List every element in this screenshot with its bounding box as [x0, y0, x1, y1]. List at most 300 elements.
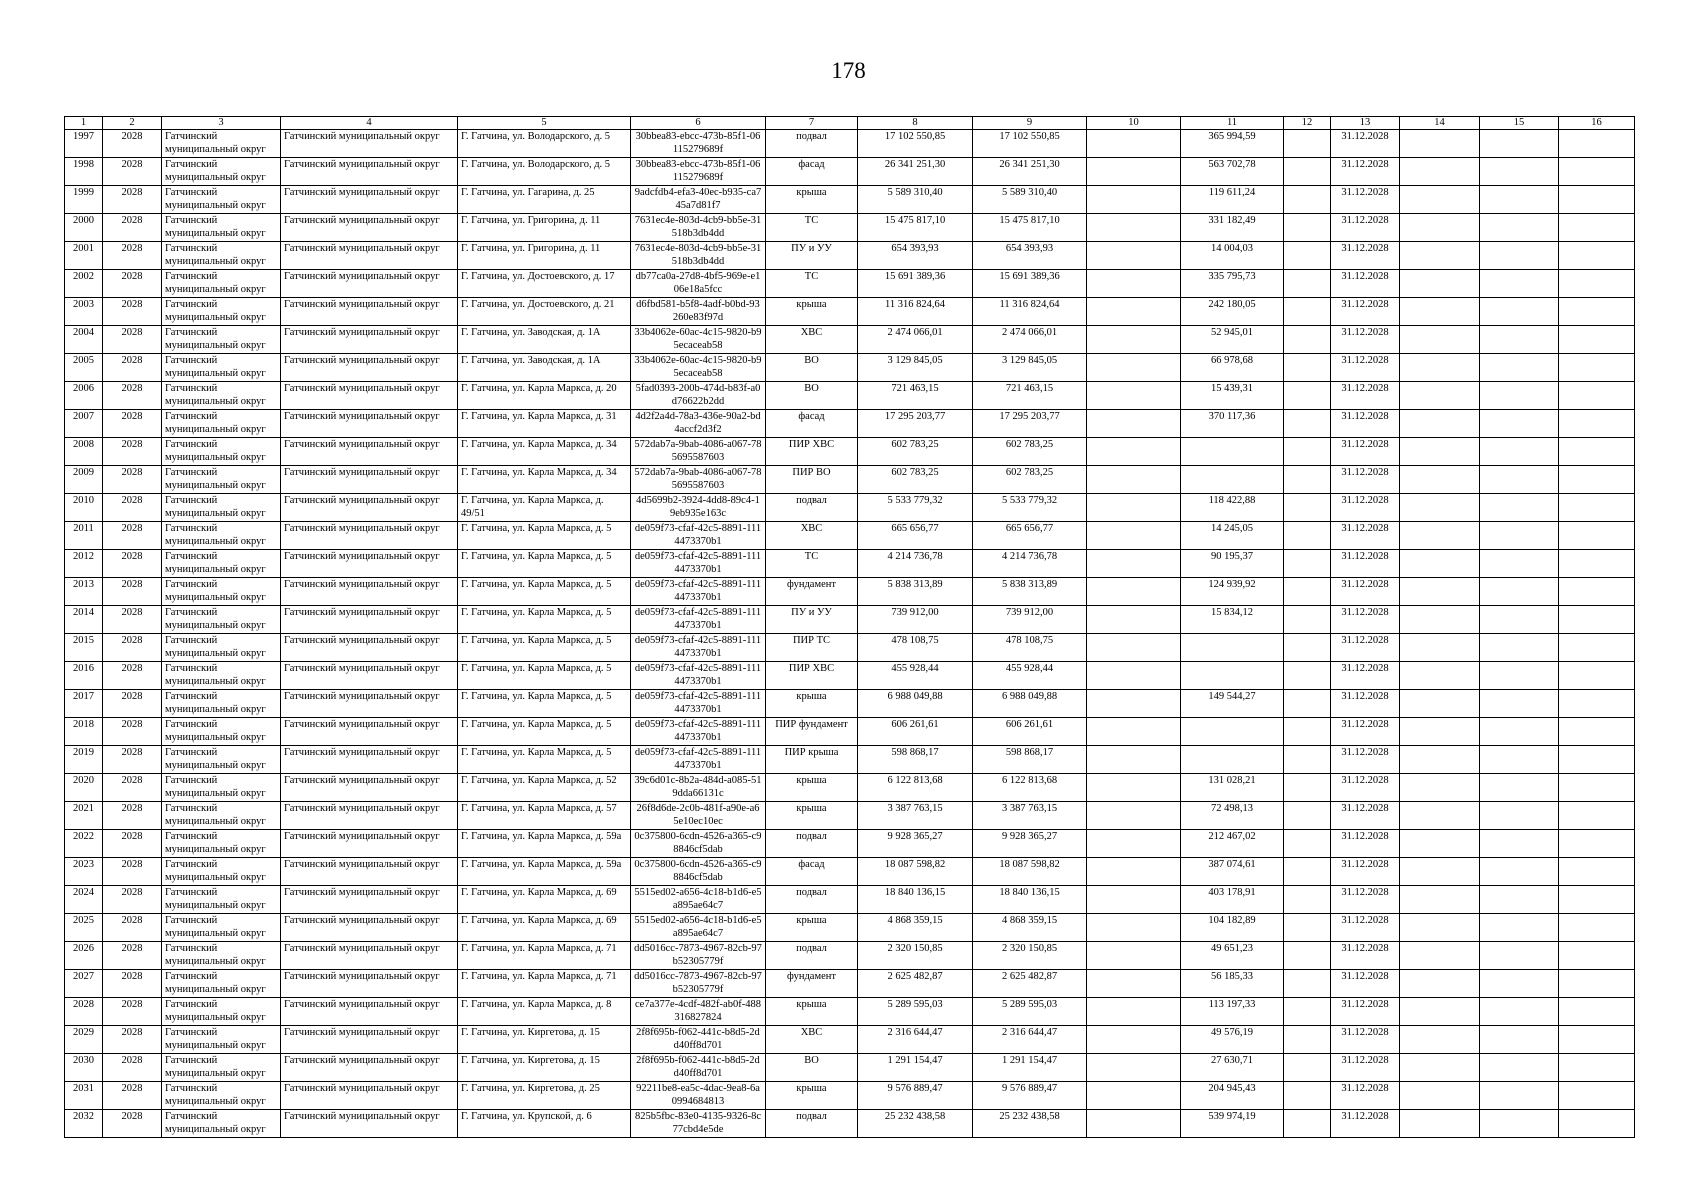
table-cell-col-16 [1559, 942, 1635, 970]
table-cell-col-1: 2013 [65, 578, 103, 606]
table-cell-col-1: 2023 [65, 858, 103, 886]
table-cell-col-11: 119 611,24 [1181, 186, 1284, 214]
table-cell-col-8: 15 475 817,10 [858, 214, 973, 242]
table-cell-col-1: 2019 [65, 746, 103, 774]
table-cell-col-7: крыша [766, 186, 858, 214]
table-cell-col-3: Гатчинский муниципальный округ [162, 242, 281, 270]
table-cell-col-3: Гатчинский муниципальный округ [162, 438, 281, 466]
table-cell-col-13: 31.12.2028 [1331, 186, 1400, 214]
table-cell-col-11: 104 182,89 [1181, 914, 1284, 942]
table-cell-col-12 [1284, 438, 1331, 466]
table-cell-col-1: 2014 [65, 606, 103, 634]
table-cell-col-9: 17 102 550,85 [973, 130, 1087, 158]
table-cell-col-8: 18 840 136,15 [858, 886, 973, 914]
table-cell-col-3: Гатчинский муниципальный округ [162, 214, 281, 242]
table-row [65, 522, 1635, 550]
page-number: 178 [831, 58, 866, 83]
table-cell-col-5: Г. Гатчина, ул. Гагарина, д. 25 [458, 186, 631, 214]
table-cell-col-1: 2002 [65, 270, 103, 298]
table-cell-col-14 [1400, 186, 1480, 214]
table-cell-col-12 [1284, 494, 1331, 522]
table-cell-col-15 [1480, 550, 1559, 578]
table-cell-col-9: 2 474 066,01 [973, 326, 1087, 354]
table-cell-col-4: Гатчинский муниципальный округ [281, 830, 458, 858]
table-cell-col-6: de059f73-cfaf-42c5-8891-1114473370b1 [631, 550, 766, 578]
table-cell-col-16 [1559, 578, 1635, 606]
table-cell-col-12 [1284, 774, 1331, 802]
table-cell-col-7: ПИР ХВС [766, 438, 858, 466]
table-cell-col-4: Гатчинский муниципальный округ [281, 662, 458, 690]
table-cell-col-13: 31.12.2028 [1331, 942, 1400, 970]
table-cell-col-5: Г. Гатчина, ул. Киргетова, д. 15 [458, 1054, 631, 1082]
table-cell-col-9: 9 928 365,27 [973, 830, 1087, 858]
table-cell-col-16 [1559, 914, 1635, 942]
table-row [65, 802, 1635, 830]
table-cell-col-3: Гатчинский муниципальный округ [162, 326, 281, 354]
table-cell-col-14 [1400, 270, 1480, 298]
table-cell-col-8: 598 868,17 [858, 746, 973, 774]
table-cell-col-8: 18 087 598,82 [858, 858, 973, 886]
table-cell-col-14 [1400, 746, 1480, 774]
table-cell-col-1: 2001 [65, 242, 103, 270]
table-cell-col-11 [1181, 466, 1284, 494]
table-cell-col-13: 31.12.2028 [1331, 130, 1400, 158]
table-cell-col-5: Г. Гатчина, ул. Крупской, д. 6 [458, 1110, 631, 1138]
table-cell-col-11: 387 074,61 [1181, 858, 1284, 886]
table-cell-col-3: Гатчинский муниципальный округ [162, 550, 281, 578]
table-cell-col-15 [1480, 214, 1559, 242]
table-cell-col-8: 17 102 550,85 [858, 130, 973, 158]
table-row [65, 298, 1635, 326]
table-cell-col-15 [1480, 522, 1559, 550]
table-cell-col-2: 2028 [103, 914, 162, 942]
table-cell-col-6: 2f8f695b-f062-441c-b8d5-2dd40ff8d701 [631, 1054, 766, 1082]
table-cell-col-1: 2025 [65, 914, 103, 942]
table-cell-col-5: Г. Гатчина, ул. Карла Маркса, д. 5 [458, 578, 631, 606]
table-cell-col-4: Гатчинский муниципальный округ [281, 606, 458, 634]
table-cell-col-5: Г. Гатчина, ул. Карла Маркса, д. 8 [458, 998, 631, 1026]
table-cell-col-16 [1559, 522, 1635, 550]
table-cell-col-8: 26 341 251,30 [858, 158, 973, 186]
table-cell-col-3: Гатчинский муниципальный округ [162, 774, 281, 802]
table-cell-col-8: 602 783,25 [858, 466, 973, 494]
table-cell-col-13: 31.12.2028 [1331, 1054, 1400, 1082]
table-cell-col-2: 2028 [103, 690, 162, 718]
table-cell-col-8: 3 129 845,05 [858, 354, 973, 382]
table-cell-col-10 [1087, 746, 1181, 774]
table-cell-col-10 [1087, 130, 1181, 158]
table-cell-col-14 [1400, 1110, 1480, 1138]
table-cell-col-4: Гатчинский муниципальный округ [281, 326, 458, 354]
table-cell-col-4: Гатчинский муниципальный округ [281, 746, 458, 774]
table-cell-col-13: 31.12.2028 [1331, 662, 1400, 690]
table-cell-col-9: 721 463,15 [973, 382, 1087, 410]
table-cell-col-9: 5 289 595,03 [973, 998, 1087, 1026]
table-cell-col-10 [1087, 326, 1181, 354]
table-cell-col-15 [1480, 998, 1559, 1026]
table-cell-col-12 [1284, 522, 1331, 550]
table-cell-col-13: 31.12.2028 [1331, 158, 1400, 186]
column-header-13: 13 [1331, 117, 1400, 130]
table-cell-col-3: Гатчинский муниципальный округ [162, 634, 281, 662]
table-cell-col-3: Гатчинский муниципальный округ [162, 130, 281, 158]
table-cell-col-2: 2028 [103, 550, 162, 578]
table-cell-col-9: 5 838 313,89 [973, 578, 1087, 606]
table-cell-col-1: 2030 [65, 1054, 103, 1082]
table-row [65, 270, 1635, 298]
table-cell-col-14 [1400, 830, 1480, 858]
table-cell-col-6: 92211be8-ea5c-4dac-9ea8-6a0994684813 [631, 1082, 766, 1110]
table-cell-col-5: Г. Гатчина, ул. Достоевского, д. 21 [458, 298, 631, 326]
table-cell-col-12 [1284, 998, 1331, 1026]
table-cell-col-15 [1480, 914, 1559, 942]
table-cell-col-14 [1400, 214, 1480, 242]
table-cell-col-9: 25 232 438,58 [973, 1110, 1087, 1138]
table-cell-col-10 [1087, 494, 1181, 522]
table-cell-col-3: Гатчинский муниципальный округ [162, 690, 281, 718]
table-cell-col-13: 31.12.2028 [1331, 354, 1400, 382]
table-cell-col-9: 6 122 813,68 [973, 774, 1087, 802]
table-cell-col-6: db77ca0a-27d8-4bf5-969e-e106e18a5fcc [631, 270, 766, 298]
table-cell-col-6: 33b4062e-60ac-4c15-9820-b95ecaceab58 [631, 354, 766, 382]
table-row [65, 1026, 1635, 1054]
table-cell-col-13: 31.12.2028 [1331, 914, 1400, 942]
table-cell-col-8: 5 838 313,89 [858, 578, 973, 606]
table-cell-col-1: 2024 [65, 886, 103, 914]
table-cell-col-11: 15 834,12 [1181, 606, 1284, 634]
table-cell-col-1: 2004 [65, 326, 103, 354]
table-cell-col-14 [1400, 550, 1480, 578]
table-cell-col-8: 25 232 438,58 [858, 1110, 973, 1138]
table-cell-col-12 [1284, 298, 1331, 326]
table-cell-col-11 [1181, 662, 1284, 690]
table-cell-col-14 [1400, 718, 1480, 746]
table-row [65, 746, 1635, 774]
table-cell-col-16 [1559, 886, 1635, 914]
table-cell-col-3: Гатчинский муниципальный округ [162, 998, 281, 1026]
table-cell-col-16 [1559, 802, 1635, 830]
table-cell-col-13: 31.12.2028 [1331, 746, 1400, 774]
table-cell-col-7: подвал [766, 1110, 858, 1138]
table-row [65, 1110, 1635, 1138]
table-cell-col-13: 31.12.2028 [1331, 382, 1400, 410]
table-cell-col-13: 31.12.2028 [1331, 438, 1400, 466]
table-cell-col-16 [1559, 550, 1635, 578]
table-cell-col-16 [1559, 746, 1635, 774]
table-cell-col-7: ТС [766, 270, 858, 298]
table-cell-col-6: 5515ed02-a656-4c18-b1d6-e5a895ae64c7 [631, 886, 766, 914]
table-cell-col-7: подвал [766, 942, 858, 970]
table-cell-col-8: 721 463,15 [858, 382, 973, 410]
table-cell-col-8: 5 589 310,40 [858, 186, 973, 214]
table-cell-col-8: 665 656,77 [858, 522, 973, 550]
table-cell-col-13: 31.12.2028 [1331, 494, 1400, 522]
table-cell-col-15 [1480, 1082, 1559, 1110]
table-cell-col-11 [1181, 746, 1284, 774]
table-cell-col-8: 6 122 813,68 [858, 774, 973, 802]
table-cell-col-2: 2028 [103, 606, 162, 634]
table-cell-col-5: Г. Гатчина, ул. Заводская, д. 1А [458, 354, 631, 382]
table-cell-col-15 [1480, 886, 1559, 914]
table-cell-col-5: Г. Гатчина, ул. Карла Маркса, д. 5 [458, 550, 631, 578]
table-cell-col-2: 2028 [103, 382, 162, 410]
table-cell-col-5: Г. Гатчина, ул. Киргетова, д. 15 [458, 1026, 631, 1054]
table-row [65, 858, 1635, 886]
table-cell-col-8: 4 868 359,15 [858, 914, 973, 942]
table-cell-col-1: 2000 [65, 214, 103, 242]
table-cell-col-5: Г. Гатчина, ул. Заводская, д. 1А [458, 326, 631, 354]
table-cell-col-14 [1400, 634, 1480, 662]
table-cell-col-15 [1480, 718, 1559, 746]
table-cell-col-4: Гатчинский муниципальный округ [281, 354, 458, 382]
table-cell-col-16 [1559, 858, 1635, 886]
table-row [65, 998, 1635, 1026]
table-cell-col-7: ПИР фундамент [766, 718, 858, 746]
table-cell-col-5: Г. Гатчина, ул. Киргетова, д. 25 [458, 1082, 631, 1110]
table-row [65, 242, 1635, 270]
table-cell-col-10 [1087, 942, 1181, 970]
table-cell-col-6: 30bbea83-ebcc-473b-85f1-06115279689f [631, 158, 766, 186]
table-cell-col-7: ПУ и УУ [766, 242, 858, 270]
table-row [65, 830, 1635, 858]
table-cell-col-15 [1480, 634, 1559, 662]
table-cell-col-6: 572dab7a-9bab-4086-a067-785695587603 [631, 466, 766, 494]
table-cell-col-12 [1284, 578, 1331, 606]
table-cell-col-2: 2028 [103, 634, 162, 662]
table-cell-col-11: 331 182,49 [1181, 214, 1284, 242]
table-cell-col-8: 602 783,25 [858, 438, 973, 466]
table-cell-col-7: крыша [766, 298, 858, 326]
table-cell-col-10 [1087, 830, 1181, 858]
table-cell-col-16 [1559, 1110, 1635, 1138]
table-cell-col-13: 31.12.2028 [1331, 690, 1400, 718]
table-cell-col-15 [1480, 186, 1559, 214]
table-cell-col-14 [1400, 858, 1480, 886]
table-cell-col-8: 5 289 595,03 [858, 998, 973, 1026]
table-row [65, 326, 1635, 354]
table-row [65, 354, 1635, 382]
table-cell-col-15 [1480, 354, 1559, 382]
table-cell-col-13: 31.12.2028 [1331, 886, 1400, 914]
column-header-2: 2 [103, 117, 162, 130]
table-cell-col-2: 2028 [103, 270, 162, 298]
table-cell-col-10 [1087, 438, 1181, 466]
table-cell-col-4: Гатчинский муниципальный округ [281, 1026, 458, 1054]
table-row [65, 886, 1635, 914]
table-cell-col-5: Г. Гатчина, ул. Карла Маркса, д. 5 [458, 746, 631, 774]
table-cell-col-1: 2022 [65, 830, 103, 858]
table-cell-col-11: 15 439,31 [1181, 382, 1284, 410]
table-cell-col-13: 31.12.2028 [1331, 1082, 1400, 1110]
table-cell-col-11: 131 028,21 [1181, 774, 1284, 802]
table-cell-col-14 [1400, 130, 1480, 158]
table-cell-col-6: 7631ec4e-803d-4cb9-bb5e-31518b3db4dd [631, 242, 766, 270]
column-header-15: 15 [1480, 117, 1559, 130]
table-cell-col-3: Гатчинский муниципальный округ [162, 186, 281, 214]
table-cell-col-11: 66 978,68 [1181, 354, 1284, 382]
table-cell-col-11: 563 702,78 [1181, 158, 1284, 186]
table-cell-col-3: Гатчинский муниципальный округ [162, 354, 281, 382]
table-cell-col-3: Гатчинский муниципальный округ [162, 522, 281, 550]
table-cell-col-4: Гатчинский муниципальный округ [281, 158, 458, 186]
table-cell-col-16 [1559, 214, 1635, 242]
table-cell-col-6: de059f73-cfaf-42c5-8891-1114473370b1 [631, 746, 766, 774]
table-cell-col-16 [1559, 634, 1635, 662]
column-header-16: 16 [1559, 117, 1635, 130]
table-cell-col-11: 370 117,36 [1181, 410, 1284, 438]
table-cell-col-1: 2005 [65, 354, 103, 382]
table-cell-col-14 [1400, 438, 1480, 466]
table-cell-col-9: 11 316 824,64 [973, 298, 1087, 326]
table-cell-col-11: 365 994,59 [1181, 130, 1284, 158]
table-cell-col-12 [1284, 606, 1331, 634]
table-cell-col-7: крыша [766, 998, 858, 1026]
table-cell-col-6: 0c375800-6cdn-4526-a365-c98846cf5dab [631, 830, 766, 858]
column-header-8: 8 [858, 117, 973, 130]
table-cell-col-16 [1559, 830, 1635, 858]
table-cell-col-4: Гатчинский муниципальный округ [281, 718, 458, 746]
table-cell-col-7: фасад [766, 410, 858, 438]
table-cell-col-7: подвал [766, 494, 858, 522]
table-cell-col-14 [1400, 326, 1480, 354]
table-cell-col-5: Г. Гатчина, ул. Карла Маркса, д. 71 [458, 942, 631, 970]
table-cell-col-4: Гатчинский муниципальный округ [281, 1054, 458, 1082]
table-cell-col-9: 478 108,75 [973, 634, 1087, 662]
table-cell-col-14 [1400, 914, 1480, 942]
table-cell-col-16 [1559, 494, 1635, 522]
table-cell-col-3: Гатчинский муниципальный округ [162, 1026, 281, 1054]
table-cell-col-5: Г. Гатчина, ул. Григорина, д. 11 [458, 242, 631, 270]
table-cell-col-14 [1400, 942, 1480, 970]
table-cell-col-4: Гатчинский муниципальный округ [281, 998, 458, 1026]
table-cell-col-12 [1284, 746, 1331, 774]
table-cell-col-10 [1087, 1026, 1181, 1054]
table-cell-col-4: Гатчинский муниципальный округ [281, 970, 458, 998]
table-cell-col-9: 18 840 136,15 [973, 886, 1087, 914]
table-cell-col-4: Гатчинский муниципальный округ [281, 858, 458, 886]
table-cell-col-14 [1400, 1026, 1480, 1054]
table-cell-col-16 [1559, 438, 1635, 466]
column-header-14: 14 [1400, 117, 1480, 130]
table-body [65, 130, 1635, 1138]
table-cell-col-10 [1087, 214, 1181, 242]
table-cell-col-10 [1087, 606, 1181, 634]
table-cell-col-6: 39c6d01c-8b2a-484d-a085-519dda66131c [631, 774, 766, 802]
table-cell-col-12 [1284, 550, 1331, 578]
table-cell-col-5: Г. Гатчина, ул. Карла Маркса, д. 34 [458, 466, 631, 494]
table-cell-col-8: 9 576 889,47 [858, 1082, 973, 1110]
table-cell-col-16 [1559, 186, 1635, 214]
table-cell-col-11: 113 197,33 [1181, 998, 1284, 1026]
table-cell-col-8: 739 912,00 [858, 606, 973, 634]
table-cell-col-5: Г. Гатчина, ул. Карла Маркса, д. 57 [458, 802, 631, 830]
table-cell-col-9: 3 387 763,15 [973, 802, 1087, 830]
table-cell-col-15 [1480, 466, 1559, 494]
table-cell-col-16 [1559, 606, 1635, 634]
table-cell-col-14 [1400, 606, 1480, 634]
table-cell-col-1: 2021 [65, 802, 103, 830]
table-cell-col-14 [1400, 298, 1480, 326]
table-cell-col-3: Гатчинский муниципальный округ [162, 270, 281, 298]
table-cell-col-12 [1284, 830, 1331, 858]
table-cell-col-11: 149 544,27 [1181, 690, 1284, 718]
table-cell-col-14 [1400, 998, 1480, 1026]
table-cell-col-6: d6fbd581-b5f8-4adf-b0bd-93260e83f97d [631, 298, 766, 326]
table-cell-col-6: 9adcfdb4-efa3-40ec-b935-ca745a7d81f7 [631, 186, 766, 214]
table-cell-col-11: 403 178,91 [1181, 886, 1284, 914]
table-cell-col-9: 2 316 644,47 [973, 1026, 1087, 1054]
table-cell-col-7: фасад [766, 158, 858, 186]
table-cell-col-12 [1284, 382, 1331, 410]
table-cell-col-14 [1400, 410, 1480, 438]
table-cell-col-15 [1480, 970, 1559, 998]
table-cell-col-3: Гатчинский муниципальный округ [162, 1082, 281, 1110]
table-cell-col-9: 739 912,00 [973, 606, 1087, 634]
table-cell-col-16 [1559, 158, 1635, 186]
table-cell-col-11: 204 945,43 [1181, 1082, 1284, 1110]
table-cell-col-1: 2032 [65, 1110, 103, 1138]
table-cell-col-1: 2008 [65, 438, 103, 466]
table-row [65, 130, 1635, 158]
table-cell-col-12 [1284, 914, 1331, 942]
table-cell-col-5: Г. Гатчина, ул. Володарского, д. 5 [458, 158, 631, 186]
table-cell-col-4: Гатчинский муниципальный округ [281, 774, 458, 802]
table-cell-col-12 [1284, 410, 1331, 438]
table-cell-col-6: de059f73-cfaf-42c5-8891-1114473370b1 [631, 606, 766, 634]
table-cell-col-3: Гатчинский муниципальный округ [162, 494, 281, 522]
table-cell-col-13: 31.12.2028 [1331, 298, 1400, 326]
table-cell-col-3: Гатчинский муниципальный округ [162, 858, 281, 886]
table-row [65, 606, 1635, 634]
table-cell-col-4: Гатчинский муниципальный округ [281, 214, 458, 242]
table-cell-col-2: 2028 [103, 998, 162, 1026]
table-cell-col-2: 2028 [103, 970, 162, 998]
table-cell-col-3: Гатчинский муниципальный округ [162, 802, 281, 830]
table-cell-col-3: Гатчинский муниципальный округ [162, 718, 281, 746]
table-cell-col-7: ВО [766, 354, 858, 382]
table-cell-col-8: 11 316 824,64 [858, 298, 973, 326]
table-cell-col-2: 2028 [103, 1026, 162, 1054]
table-cell-col-8: 9 928 365,27 [858, 830, 973, 858]
table-cell-col-6: dd5016cc-7873-4967-82cb-97b52305779f [631, 970, 766, 998]
table-cell-col-6: 572dab7a-9bab-4086-a067-785695587603 [631, 438, 766, 466]
table-cell-col-13: 31.12.2028 [1331, 802, 1400, 830]
table-row [65, 690, 1635, 718]
table-cell-col-13: 31.12.2028 [1331, 410, 1400, 438]
table-cell-col-8: 2 474 066,01 [858, 326, 973, 354]
table-cell-col-4: Гатчинский муниципальный округ [281, 382, 458, 410]
table-cell-col-10 [1087, 466, 1181, 494]
table-cell-col-10 [1087, 998, 1181, 1026]
table-cell-col-12 [1284, 326, 1331, 354]
table-cell-col-15 [1480, 242, 1559, 270]
table-cell-col-4: Гатчинский муниципальный округ [281, 466, 458, 494]
table-cell-col-15 [1480, 746, 1559, 774]
table-cell-col-11: 14 004,03 [1181, 242, 1284, 270]
table-row [65, 662, 1635, 690]
table-cell-col-16 [1559, 970, 1635, 998]
table-cell-col-13: 31.12.2028 [1331, 858, 1400, 886]
table-cell-col-15 [1480, 1026, 1559, 1054]
table-cell-col-6: 825b5fbc-83e0-4135-9326-8c77cbd4e5de [631, 1110, 766, 1138]
table-cell-col-11: 124 939,92 [1181, 578, 1284, 606]
table-row [65, 494, 1635, 522]
table-cell-col-4: Гатчинский муниципальный округ [281, 1110, 458, 1138]
table-cell-col-7: крыша [766, 1082, 858, 1110]
table-cell-col-7: подвал [766, 830, 858, 858]
table-cell-col-10 [1087, 690, 1181, 718]
table-cell-col-8: 2 316 644,47 [858, 1026, 973, 1054]
